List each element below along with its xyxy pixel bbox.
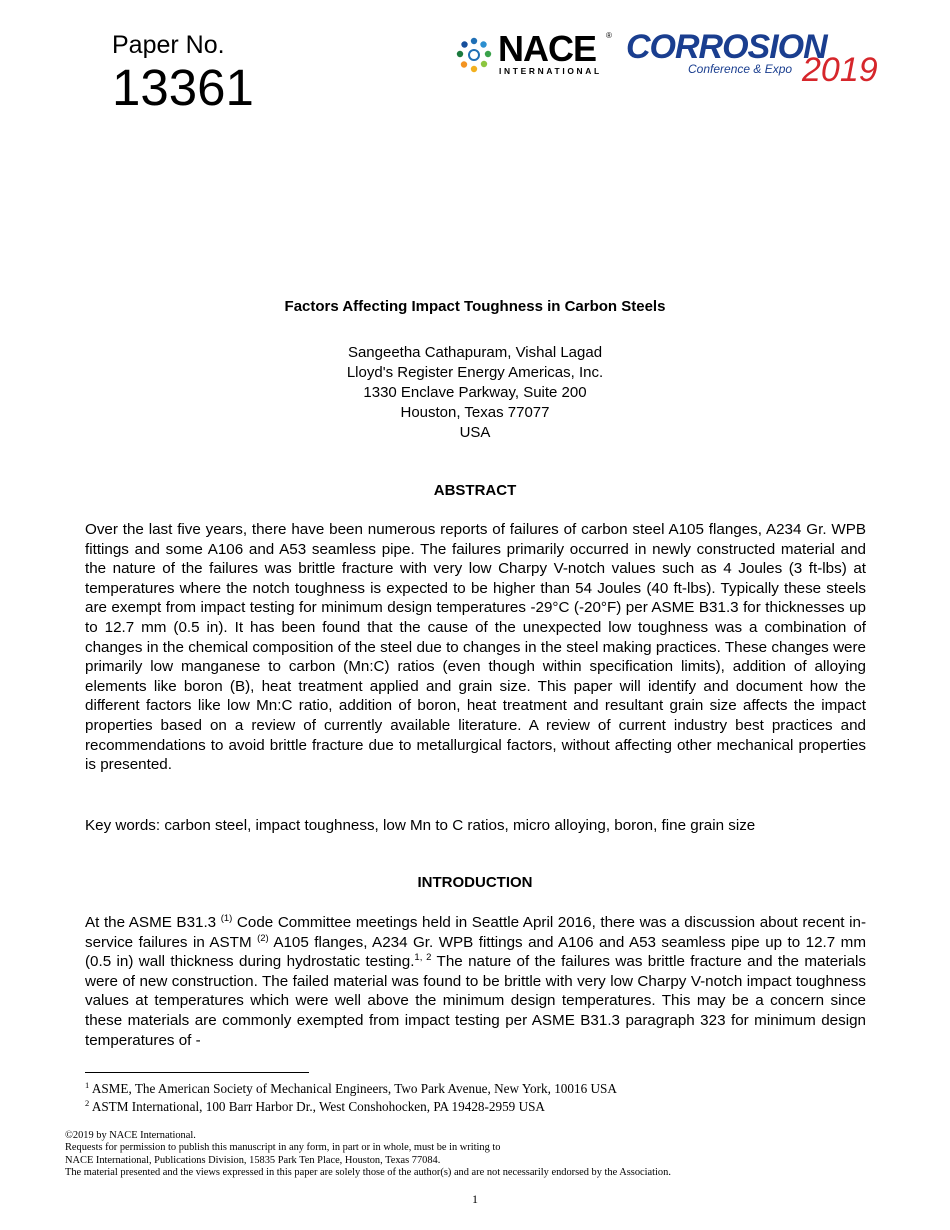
- author-names: Sangeetha Cathapuram, Vishal Lagad: [347, 344, 603, 361]
- author-block: [0, 343, 950, 443]
- keywords-line: Key words: carbon steel, impact toughness, low Mn to C ratios, micro alloying, boron, fine grain size: [85, 817, 756, 834]
- citation-reference: 1, 2: [414, 952, 432, 964]
- nace-emblem-icon: [454, 35, 494, 75]
- footnote-mark: 2: [85, 1098, 90, 1108]
- copyright-line: ©2019 by NACE International.: [65, 1130, 196, 1141]
- author-affiliation: Lloyd's Register Energy Americas, Inc.: [346, 364, 604, 381]
- abstract-heading: ABSTRACT: [433, 482, 517, 499]
- intro-text-segment: A105 flanges, A234 Gr. WPB fittings and A106 and A53 seamless pipe up to 12.7 mm (0.5 in) wall thickness during hydrostatic testing.: [85, 933, 866, 971]
- copyright-line: The material presented and the views expressed in this paper are solely those of the author(s) and are not necessarily endorsed by the Association.: [65, 1166, 671, 1178]
- author-address-line-1: 1330 Enclave Parkway, Suite 200: [363, 384, 587, 401]
- corrosion-conference-logo: [626, 28, 886, 88]
- copyright-line: NACE International, Publications Division, 15835 Park Ten Place, Houston, Texas 77084.: [65, 1154, 441, 1166]
- paper-number: 13361: [112, 59, 254, 116]
- author-country: USA: [459, 424, 491, 441]
- introduction-heading: INTRODUCTION: [417, 874, 533, 891]
- nace-subtitle: INTERNATIONAL: [499, 66, 602, 76]
- footnote: [85, 1099, 545, 1115]
- corrosion-wordmark: CORROSION: [626, 28, 827, 66]
- page-number: 1: [472, 1192, 478, 1206]
- copyright-notice: [65, 1130, 671, 1179]
- registered-mark: ®: [606, 31, 612, 40]
- intro-text-segment: The nature of the failures was brittle fracture and the materials were of new construction. The failed material was found to be brittle with very low Charpy V-notch impact toughness values at temperatures which were well above the minimum design temperatures. This may be a concern since these materials are commonly exempted from impact testing per ASME B31.3 paragraph 323 for minimum design temperatures of -: [85, 953, 866, 1049]
- introduction-paragraph: [85, 913, 866, 1050]
- footnote-divider: [85, 1072, 309, 1073]
- abstract-paragraph: Over the last five years, there have been numerous reports of failures of carbon steel A105 flanges, A234 Gr. WPB fittings and some A106 and A53 seamless pipe. The failures primarily occurred in newly constructed material and the nature of the failures was brittle fracture with very low Charpy V-notch values such as 4 Joules (3 ft-lbs) at temperatures where the notch toughness is expected to be higher than 54 Joules (40 ft-lbs). Typically these steels are exempt from impact testing for minimum design temperatures -29°C (-20°F) per ASME B31.3 for thicknesses up to 12.7 mm (0.5 in). It has been found that the cause of the unexpected low toughness was a combination of changes in the chemical composition of the steel due to changes in the steel making practices. These changes were primarily low manganese to carbon (Mn:C) ratios (even though within specification limits), addition of alloying elements like boron (B), heat treatment applied and grain size. This paper will identify and document how the different factors like low Mn:C ratio, addition of boron, heat treatment and resultant grain size affects the impact properties based on a review of currently available literature. A review of current industry best practices and recommendations to avoid brittle fracture due to metallurgical factors, without affecting other mechanical properties is presented.: [85, 521, 866, 774]
- intro-text-segment: Code Committee meetings held in Seattle April 2016, there was a discussion about recent in-service failures in ASTM: [85, 914, 866, 951]
- nace-wordmark: NACE: [498, 28, 597, 69]
- footnote-reference: (2): [257, 932, 269, 944]
- paper-number-label: Paper No.: [112, 31, 225, 59]
- copyright-line: Requests for permission to publish this manuscript in any form, in part or in whole, must be in writing to: [65, 1142, 501, 1154]
- paper-title: Factors Affecting Impact Toughness in Carbon Steels: [284, 298, 666, 315]
- corrosion-subtitle: Conference & Expo: [688, 62, 793, 76]
- nace-logo: [454, 28, 614, 79]
- footnote-mark: 1: [85, 1080, 90, 1090]
- intro-text-segment: At the ASME B31.3: [85, 914, 221, 931]
- footnote-reference: (1): [220, 913, 233, 924]
- author-address-line-2: Houston, Texas 77077: [400, 404, 550, 421]
- corrosion-year: 2019: [802, 51, 878, 89]
- footnote-text: ASTM International, 100 Barr Harbor Dr., West Conshohocken, PA 19428-2959 USA: [89, 1099, 545, 1114]
- footnote: [85, 1081, 617, 1097]
- footnote-text: ASME, The American Society of Mechanical Engineers, Two Park Avenue, New York, 10016 USA: [89, 1081, 617, 1096]
